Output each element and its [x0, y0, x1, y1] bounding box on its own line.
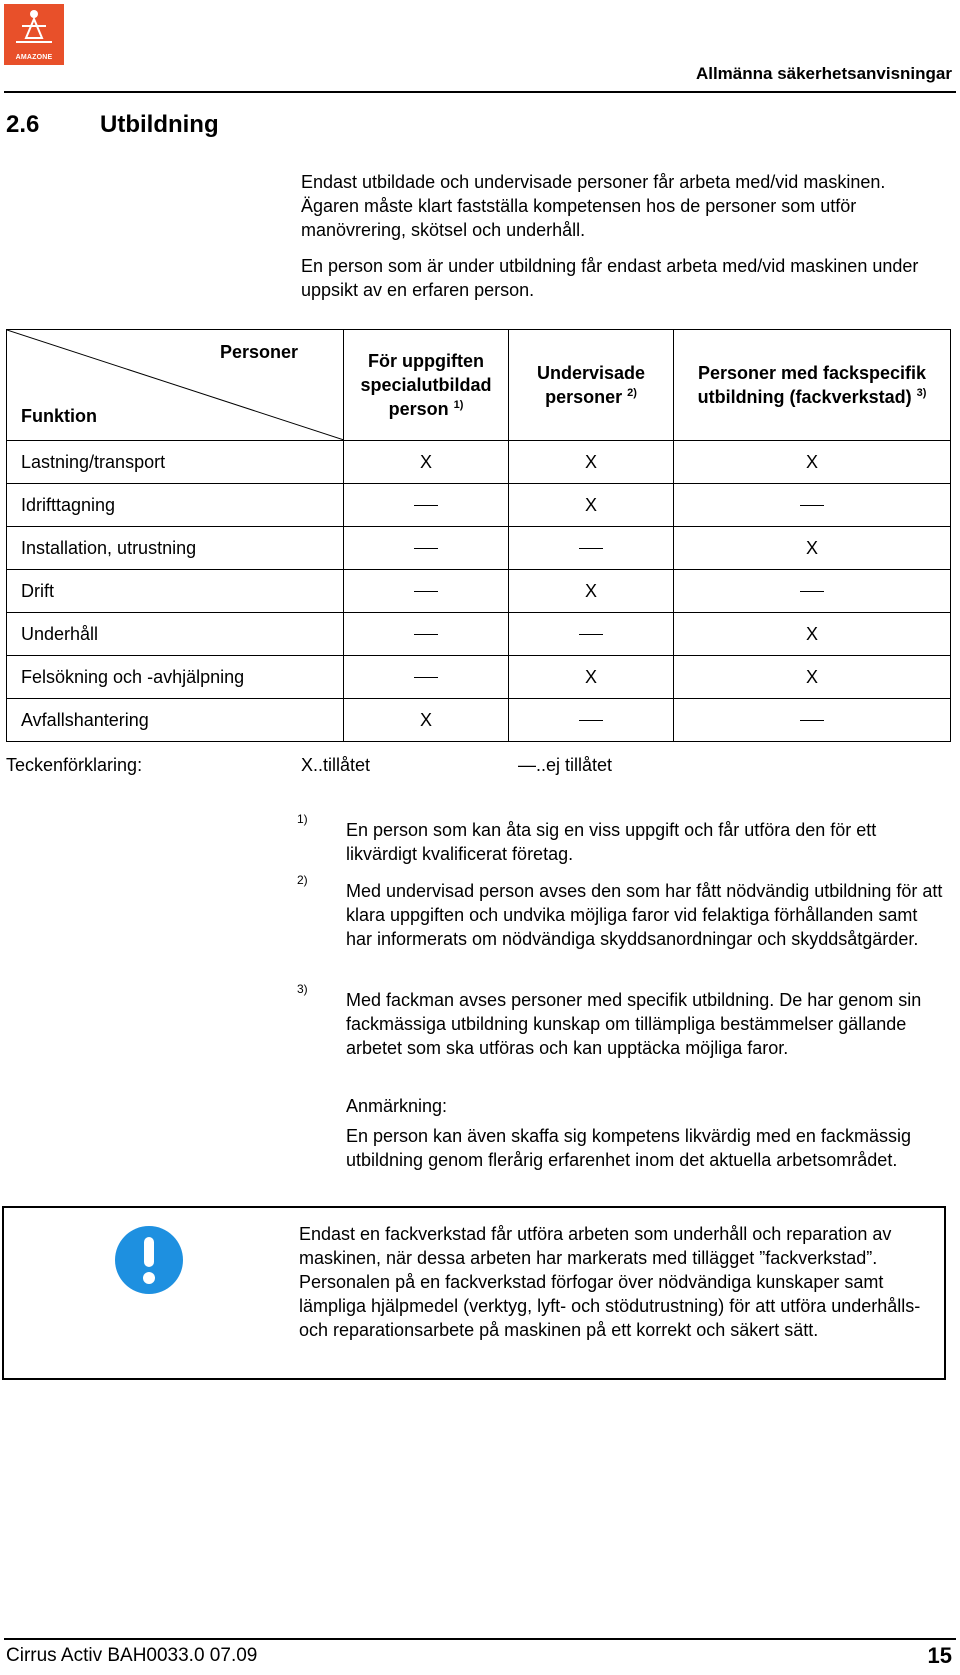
row-function-label: Idrifttagning: [7, 484, 344, 527]
allowed-mark: X: [509, 570, 674, 613]
chapter-title: Utbildning: [100, 111, 219, 138]
footer-divider: [4, 1638, 956, 1640]
dash-icon: [414, 548, 438, 549]
legend-label: Teckenförklaring:: [6, 755, 143, 775]
dash-icon: [800, 591, 824, 592]
exclamation-icon: [114, 1225, 184, 1295]
not-allowed-mark: [509, 699, 674, 742]
table-row: [7, 656, 951, 699]
row-function-label: Felsökning och -avhjälpning: [7, 656, 344, 699]
row-function-label: Drift: [7, 570, 344, 613]
not-allowed-mark: [344, 570, 509, 613]
allowed-mark: X: [674, 441, 951, 484]
allowed-mark: X: [344, 441, 509, 484]
row-function-label: Installation, utrustning: [7, 527, 344, 570]
corner-label-funktion: Funktion: [21, 406, 97, 426]
dash-icon: [579, 548, 603, 549]
table-row: [7, 527, 951, 570]
footnote-mark: 2): [297, 873, 308, 887]
dash-icon: [414, 677, 438, 678]
allowed-mark: X: [674, 656, 951, 699]
header-divider: [4, 91, 956, 93]
table-row: [7, 570, 951, 613]
dash-icon: [414, 634, 438, 635]
not-allowed-mark: [509, 613, 674, 656]
row-function-label: Avfallshantering: [7, 699, 344, 742]
logo-figure-icon: [4, 4, 64, 54]
footnote-mark: 1): [297, 812, 308, 826]
allowed-mark: X: [674, 613, 951, 656]
row-function-label: Lastning/transport: [7, 441, 344, 484]
not-allowed-mark: [344, 527, 509, 570]
legend-not-allowed: —..ej tillåtet: [518, 755, 613, 775]
column-header-specialutbildad: För uppgiften specialutbildad person $^{1)}$: [344, 330, 509, 441]
dash-icon: [800, 505, 824, 506]
chapter-number: 2.6: [6, 111, 40, 138]
table-corner-cell: [7, 330, 331, 441]
allowed-mark: X: [509, 656, 674, 699]
amazone-logo: [4, 4, 64, 65]
footer-document-id: Cirrus Activ BAH0033.0 07.09: [6, 1645, 258, 1666]
column-header-undervisade: Undervisade personer $^{2)}$: [509, 330, 674, 441]
table-row: [7, 699, 951, 742]
not-allowed-mark: [674, 484, 951, 527]
competence-table: [6, 329, 951, 742]
legend-allowed: X..tillåtet: [301, 755, 371, 775]
allowed-mark: X: [344, 699, 509, 742]
dash-icon: [414, 505, 438, 506]
footnote-text: Med undervisad person avses den som har fått nödvändig utbildning för att klara uppgiften och undvika möjliga faror vid felaktiga förhållanden samt har informerats om nödvändiga skyddsanordningar och skyddsåtgärder.: [346, 881, 943, 949]
not-allowed-mark: [674, 570, 951, 613]
not-allowed-mark: [674, 699, 951, 742]
allowed-mark: X: [509, 484, 674, 527]
remark-text: En person kan även skaffa sig kompetens likvärdig med en fackmässig utbildning genom flerårig erfarenhet inom det aktuella arbetsområdet.: [346, 1126, 911, 1170]
dash-icon: [579, 634, 603, 635]
footnote-mark: 3): [297, 982, 308, 996]
row-function-label: Underhåll: [7, 613, 344, 656]
page-number: 15: [927, 1643, 952, 1668]
not-allowed-mark: [344, 613, 509, 656]
allowed-mark: X: [509, 441, 674, 484]
logo-text: AMAZONE: [15, 54, 53, 61]
footnote-text: Med fackman avses personer med specifik utbildning. De har genom sin fackmässiga utbildning kunskap om tillämpliga bestämmelser gällande arbetet som ska utföras och kan upptäcka möjliga faror.: [346, 990, 922, 1058]
intro-paragraph-1: Endast utbildade och undervisade personer får arbeta med/vid maskinen. Ägaren måste klart fastställa kompetensen hos de personer som utför manövrering, skötsel och underhåll.: [301, 172, 886, 240]
corner-label-personer: Personer: [220, 342, 299, 362]
dash-icon: [800, 720, 824, 721]
not-allowed-mark: [344, 656, 509, 699]
table-row: [7, 484, 951, 527]
allowed-mark: X: [674, 527, 951, 570]
intro-paragraph-2: En person som är under utbildning får endast arbeta med/vid maskinen under uppsikt av en erfaren person.: [301, 256, 919, 300]
table-header-row: [7, 330, 951, 441]
section-heading: Allmänna säkerhetsanvisningar: [695, 64, 952, 83]
dash-icon: [414, 591, 438, 592]
table-row: [7, 613, 951, 656]
column-header-fackverkstad: Personer med fackspecifik utbildning (fackverkstad) $^{3)}$: [674, 330, 951, 441]
footnote-text: En person som kan åta sig en viss uppgift och får utföra den för ett likvärdigt kvalificerat företag.: [346, 820, 877, 864]
notice-text: Endast en fackverkstad får utföra arbeten som underhåll och reparation av maskinen, när dessa arbeten har markerats med tillägget ”fackverkstad”. Personalen på en fackverkstad förfogar över nödvändiga kunskaper samt lämpliga hjälpmedel (verktyg, lyft- och stödutrustning) för att utföra underhålls- och reparationsarbete på maskinen på ett korrekt och säkert sätt.: [299, 1224, 921, 1340]
remark-label: Anmärkning:: [346, 1096, 448, 1116]
not-allowed-mark: [509, 527, 674, 570]
not-allowed-mark: [344, 484, 509, 527]
dash-icon: [579, 720, 603, 721]
table-row: [7, 441, 951, 484]
